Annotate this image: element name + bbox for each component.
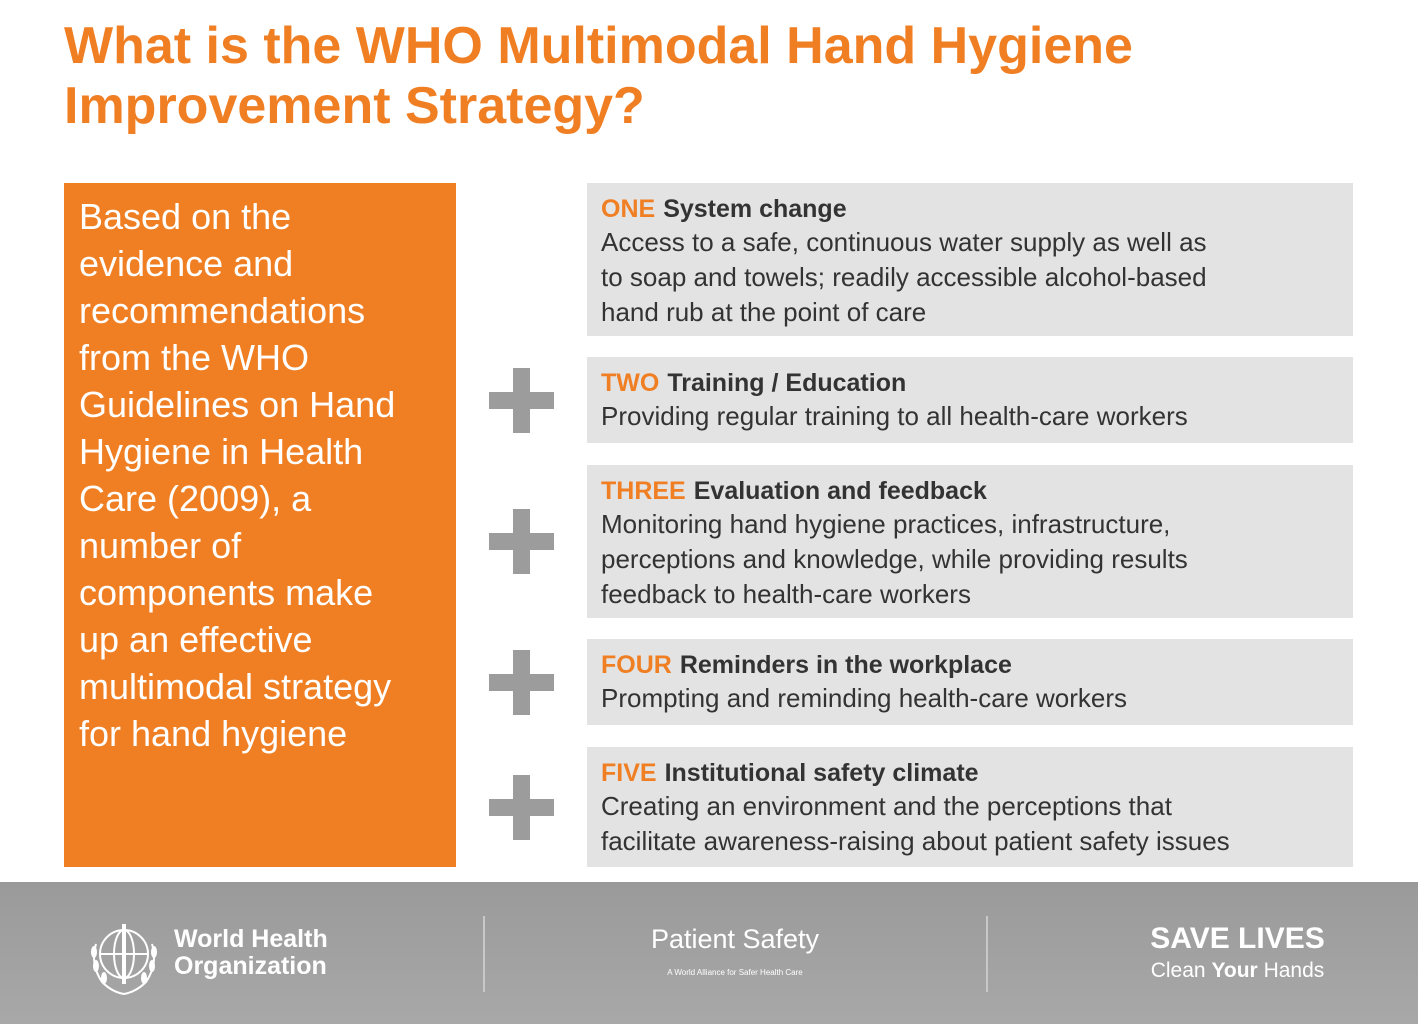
component-card-three <box>587 465 1353 618</box>
component-number: ONE <box>601 195 656 223</box>
intro-line: from the WHO <box>79 337 310 378</box>
intro-line: evidence and <box>79 243 294 284</box>
page-title <box>64 16 1364 136</box>
footer-bar <box>0 882 1418 1024</box>
intro-line: Hygiene in Health <box>79 431 364 472</box>
body-line: Providing regular training to all health-care workers <box>601 401 1188 431</box>
component-card-four <box>587 639 1353 725</box>
intro-line: up an effective <box>79 619 313 660</box>
intro-box <box>64 183 456 867</box>
component-number: FIVE <box>601 759 657 787</box>
hands-word: Hands <box>1263 959 1325 982</box>
body-line: feedback to health-care workers <box>601 579 971 609</box>
intro-text <box>79 193 449 757</box>
component-number: TWO <box>601 369 660 397</box>
body-line: Access to a safe, continuous water supply as well as <box>601 227 1207 257</box>
component-number: FOUR <box>601 651 672 679</box>
component-number: THREE <box>601 477 686 505</box>
plus-icon <box>489 509 554 574</box>
who-name <box>174 926 328 980</box>
body-line: facilitate awareness-raising about patient safety issues <box>601 826 1230 856</box>
title-line-2: Improvement Strategy? <box>64 77 645 135</box>
save-lives-title: SAVE LIVES <box>1150 922 1325 955</box>
body-line: Creating an environment and the perceptions that <box>601 791 1172 821</box>
patient-safety-subtitle: A World Alliance for Safer Health Care <box>667 968 803 977</box>
title-line-1: What is the WHO Multimodal Hand Hygiene <box>64 17 1133 75</box>
body-line: to soap and towels; readily accessible alcohol-based <box>601 262 1207 292</box>
component-heading <box>601 367 1339 399</box>
component-title: Reminders in the workplace <box>679 651 1012 679</box>
intro-line: for hand hygiene <box>79 713 348 754</box>
who-emblem-icon <box>82 914 166 998</box>
plus-icon <box>489 650 554 715</box>
intro-line: multimodal strategy <box>79 666 392 707</box>
who-line-1: World Health <box>174 925 328 953</box>
clean-word: Clean <box>1150 959 1206 982</box>
intro-line: components make <box>79 572 374 613</box>
who-line-2: Organization <box>174 952 327 980</box>
plus-icon <box>489 775 554 840</box>
intro-line: Care (2009), a <box>79 478 312 519</box>
component-title: Evaluation and feedback <box>693 477 987 505</box>
intro-line: Guidelines on Hand <box>79 384 396 425</box>
patient-safety-title: Patient Safety <box>650 924 820 954</box>
component-body <box>601 789 1339 859</box>
component-title: Training / Education <box>667 369 907 397</box>
your-word: Your <box>1211 959 1258 982</box>
component-card-two <box>587 357 1353 443</box>
body-line: Monitoring hand hygiene practices, infrastructure, <box>601 509 1171 539</box>
component-title: System change <box>663 195 847 223</box>
component-heading <box>601 193 1339 225</box>
component-body <box>601 507 1339 612</box>
intro-line: Based on the <box>79 196 292 237</box>
component-card-five <box>587 747 1353 867</box>
footer-divider <box>986 916 988 992</box>
component-card-one <box>587 183 1353 336</box>
component-body <box>601 225 1339 330</box>
footer-divider <box>483 916 485 992</box>
body-line: perceptions and knowledge, while providing results <box>601 544 1188 574</box>
component-body <box>601 681 1339 716</box>
body-line: hand rub at the point of care <box>601 297 927 327</box>
plus-icon <box>489 368 554 433</box>
component-heading <box>601 649 1339 681</box>
component-heading <box>601 475 1339 507</box>
component-heading <box>601 757 1339 789</box>
body-line: Prompting and reminding health-care workers <box>601 683 1128 713</box>
component-title: Institutional safety climate <box>664 759 979 787</box>
clean-your-hands <box>1100 959 1375 983</box>
intro-line: recommendations <box>79 290 366 331</box>
component-body <box>601 399 1339 434</box>
intro-line: number of <box>79 525 242 566</box>
